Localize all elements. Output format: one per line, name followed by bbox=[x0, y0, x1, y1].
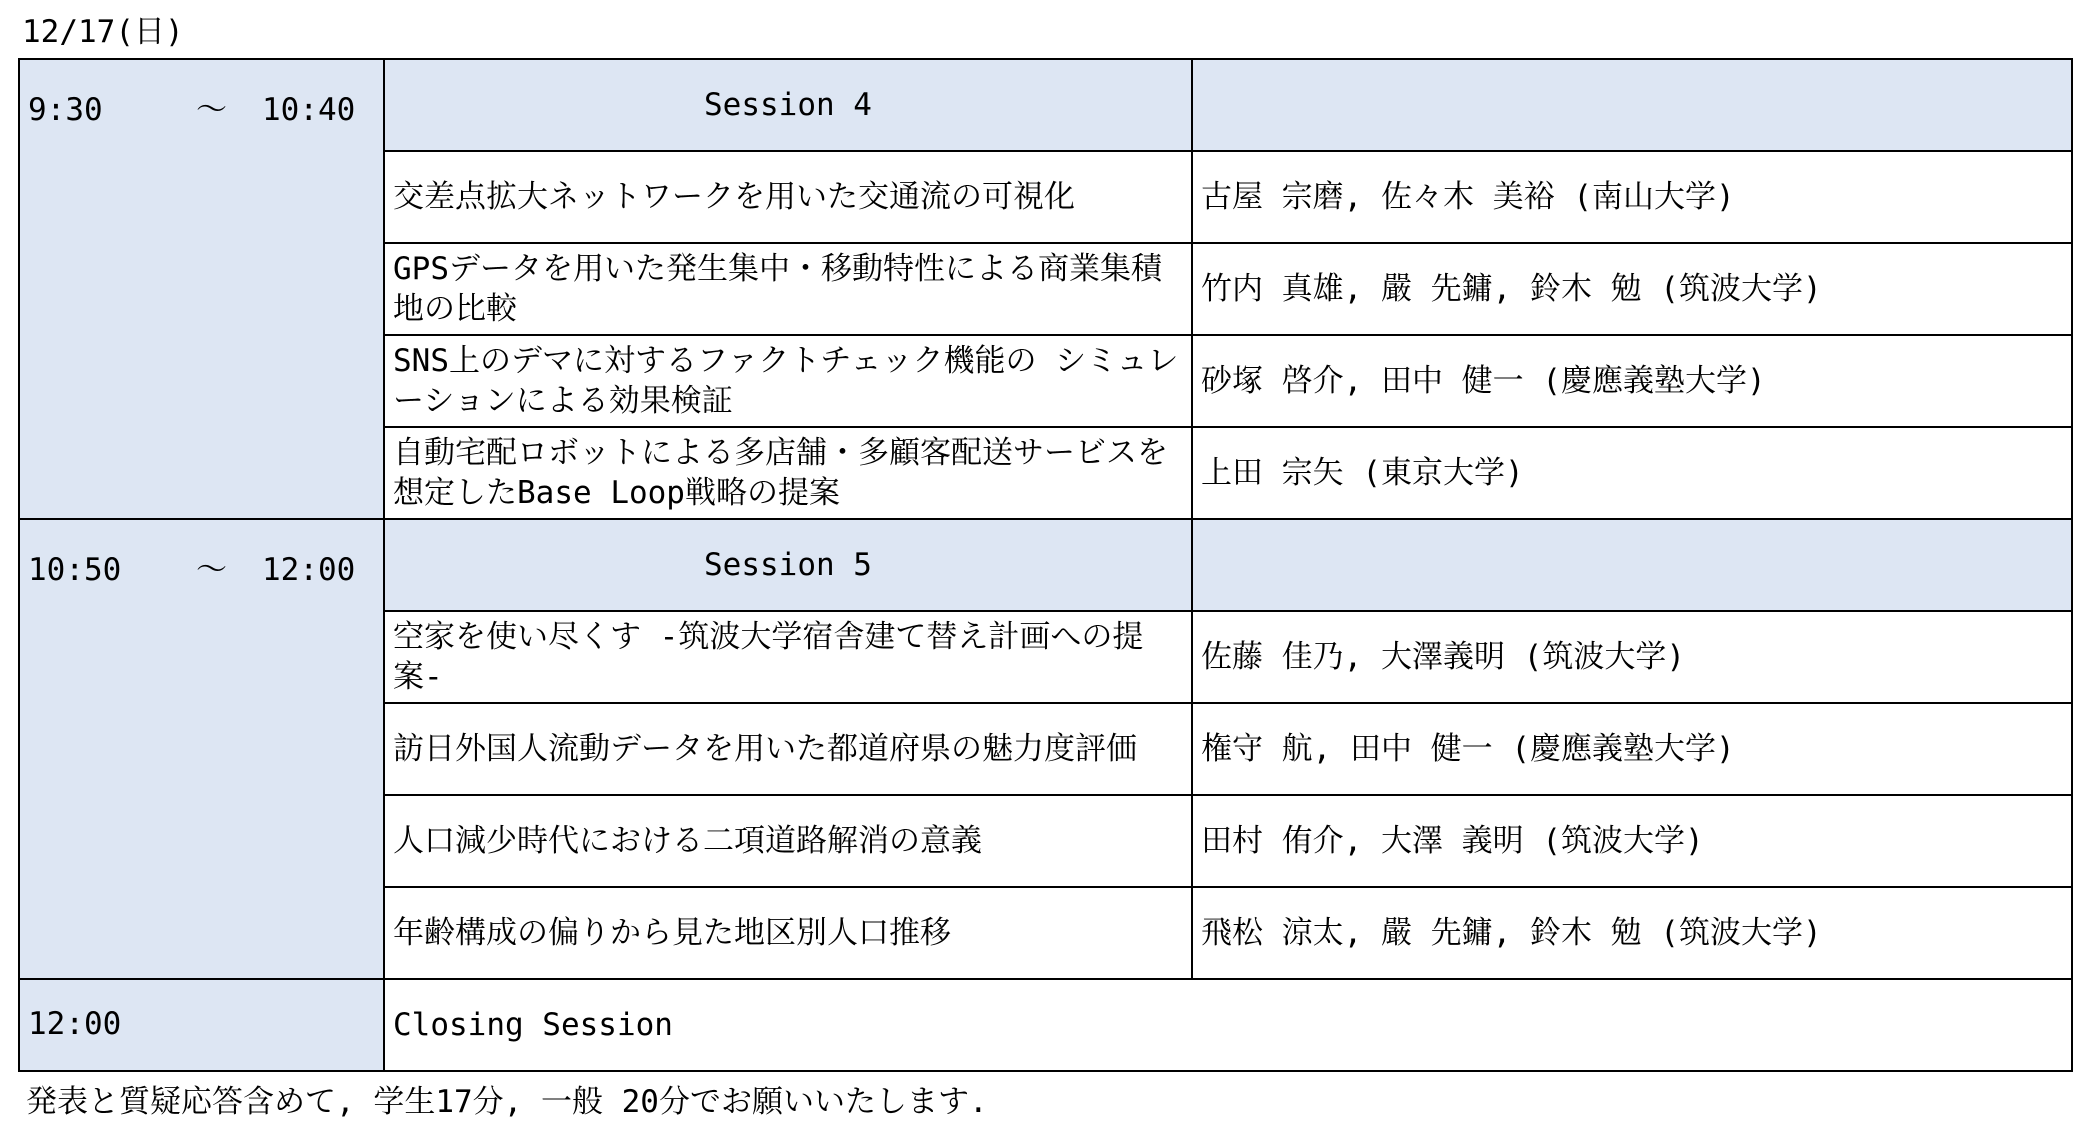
talk-authors: 佐藤 佳乃, 大澤義明 (筑波大学) bbox=[1192, 611, 2072, 703]
time-slot bbox=[19, 59, 384, 519]
schedule-date: 12/17(日) bbox=[22, 14, 184, 50]
time-end: 10:40 bbox=[262, 92, 356, 128]
talk-title: 人口減少時代における二項道路解消の意義 bbox=[384, 795, 1192, 887]
time-start: 10:50 bbox=[28, 552, 122, 588]
talk-title: 交差点拡大ネットワークを用いた交通流の可視化 bbox=[384, 151, 1192, 243]
talk-authors: 古屋 宗磨, 佐々木 美裕 (南山大学) bbox=[1192, 151, 2072, 243]
talk-authors: 砂塚 啓介, 田中 健一 (慶應義塾大学) bbox=[1192, 335, 2072, 427]
talk-authors: 竹内 真雄, 嚴 先鏞, 鈴木 勉 (筑波大学) bbox=[1192, 243, 2072, 335]
time-start: 9:30 bbox=[28, 92, 103, 128]
closing-row bbox=[19, 979, 2072, 1071]
session-header-row bbox=[19, 59, 2072, 151]
closing-time bbox=[19, 979, 384, 1071]
session-header-blank bbox=[1192, 519, 2072, 611]
footnote: 発表と質疑応答含めて, 学生17分, 一般 20分でお願いいたします. bbox=[26, 1084, 988, 1120]
time-end: 12:00 bbox=[262, 552, 356, 588]
talk-authors: 上田 宗矢 (東京大学) bbox=[1192, 427, 2072, 519]
closing-time-value: 12:00 bbox=[28, 1006, 122, 1042]
talk-title: 訪日外国人流動データを用いた都道府県の魅力度評価 bbox=[384, 703, 1192, 795]
talk-title: 年齢構成の偏りから見た地区別人口推移 bbox=[384, 887, 1192, 979]
closing-label: Closing Session bbox=[384, 979, 2072, 1071]
schedule-table bbox=[18, 58, 2073, 1072]
session-header-row bbox=[19, 519, 2072, 611]
session-title: Session 4 bbox=[384, 59, 1192, 151]
time-slot bbox=[19, 519, 384, 979]
talk-title: 空家を使い尽くす -筑波大学宿舎建て替え計画への提案- bbox=[384, 611, 1192, 703]
talk-title: 自動宅配ロボットによる多店舗・多顧客配送サービスを 想定したBase Loop戦略の提案 bbox=[384, 427, 1192, 519]
time-separator: ～ bbox=[196, 92, 227, 128]
session-title: Session 5 bbox=[384, 519, 1192, 611]
session-header-blank bbox=[1192, 59, 2072, 151]
talk-authors: 田村 侑介, 大澤 義明 (筑波大学) bbox=[1192, 795, 2072, 887]
talk-title: GPSデータを用いた発生集中・移動特性による商業集積地の比較 bbox=[384, 243, 1192, 335]
talk-title: SNS上のデマに対するファクトチェック機能の シミュレーションによる効果検証 bbox=[384, 335, 1192, 427]
time-separator: ～ bbox=[196, 552, 227, 588]
talk-authors: 飛松 涼太, 嚴 先鏞, 鈴木 勉 (筑波大学) bbox=[1192, 887, 2072, 979]
talk-authors: 権守 航, 田中 健一 (慶應義塾大学) bbox=[1192, 703, 2072, 795]
